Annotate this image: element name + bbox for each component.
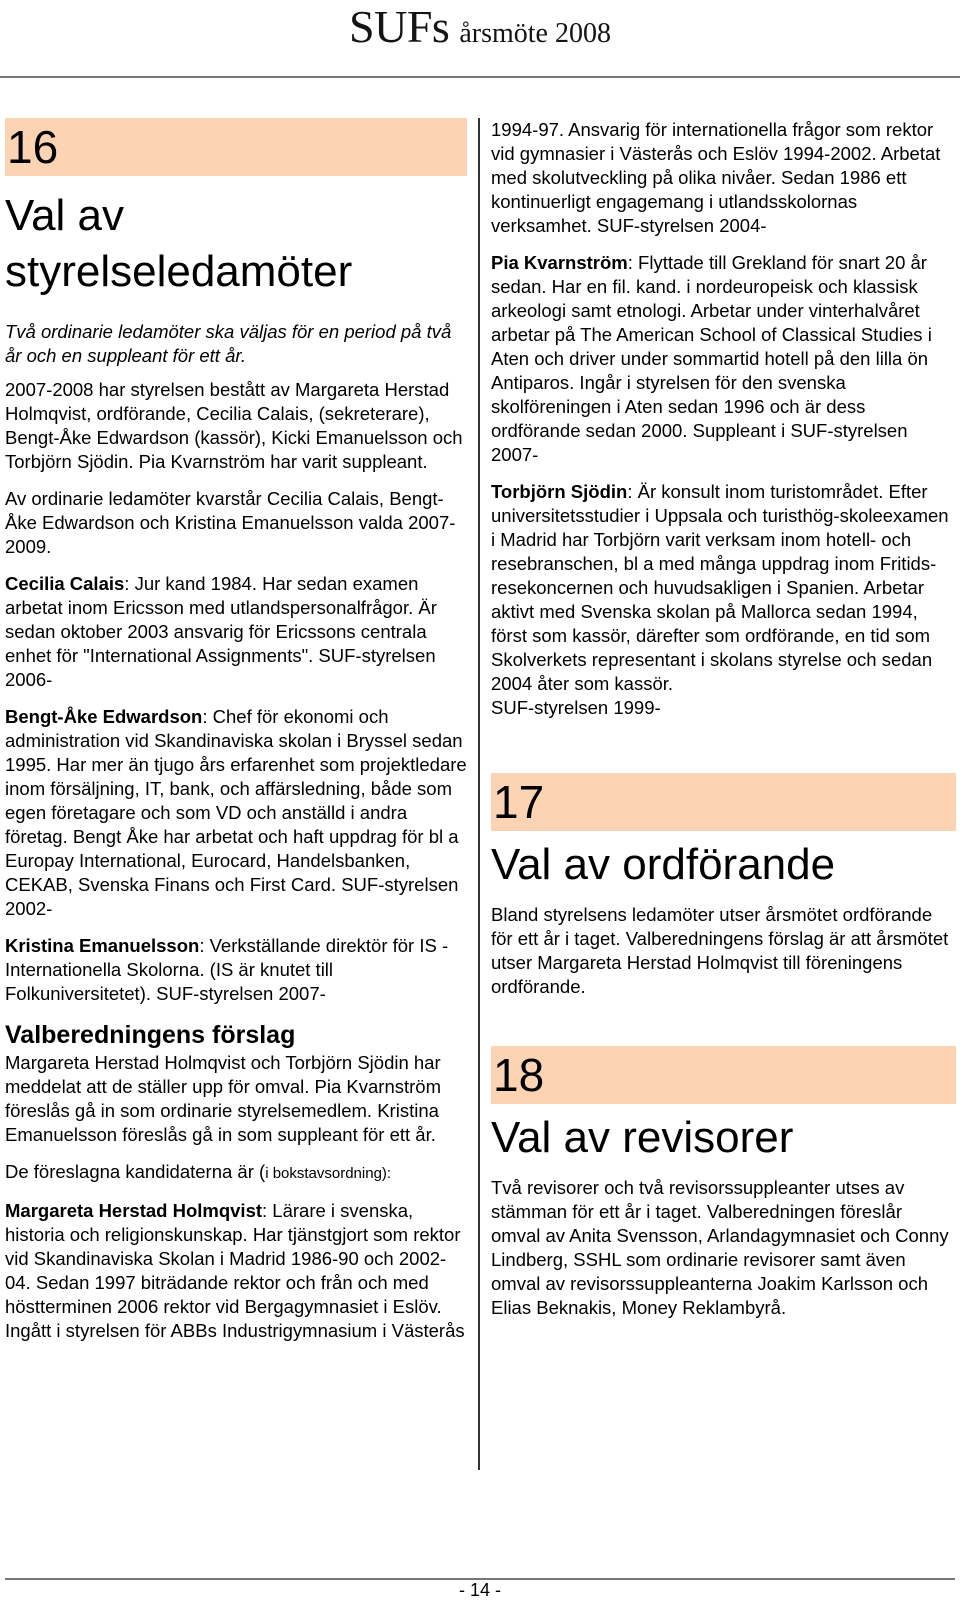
bio-text: : Flyttade till Grekland för snart 20 år sedan. Har en fil. kand. i nordeuropeisk och klassisk arkeologi samt etnologi. Arbetar under vinterhalvåret arbetar på The American School of Classical Studies i Aten och driver under sommartid hotell på den lilla ön Antiparos. Ingår i styrelsen för den svenska skolföreningen i Aten sedan 1996 och är dess ordförande sedan 2000. Suppleant i SUF-styrelsen 2007- bbox=[491, 252, 932, 465]
page-number: - 14 - bbox=[458, 1580, 501, 1600]
section-17-title: Val av ordförande bbox=[491, 840, 836, 889]
bio-text: : Chef för ekonomi och administration vid Skandinaviska skolan i Bryssel sedan 1995. Har mer än tjugo års erfarenhet som projektledare inom försäljning, IT, bank, och affärsledning, både som egen företagare och som VD och anställd i andra företag. Bengt Åke har arbetat och haft uppdrag för bl a Europay International, Eurocard, Handelsbanken, CEKAB, Svenska Finans och First Card. SUF-styrelsen 2002- bbox=[5, 706, 467, 919]
spacer bbox=[491, 733, 956, 773]
header-subtitle: årsmöte 2008 bbox=[459, 18, 611, 49]
section-17-number: 17 bbox=[491, 773, 956, 831]
candidates-note: i bokstavsordning): bbox=[265, 1165, 392, 1182]
bio-margareta bbox=[5, 1199, 468, 1343]
bio-name: Kristina Emanuelsson bbox=[5, 935, 200, 956]
nomination-text: Margareta Herstad Holmqvist och Torbjörn Sjödin har meddelat att de ställer upp för omval. Pia Kvarnström föreslås gå in som ordinarie styrelsemedlem. Kristina Emanuelsson föreslås gå in som suppleant för ett år. bbox=[5, 1052, 441, 1145]
section-18-text: Två revisorer och två revisorssuppleanter utses av stämman för ett år i taget. Valberedningen föreslår omval av Anita Svensson, Arlandagymnasiet och Conny Lindberg, SSHL som ordinarie revisorer samt även omval av revisorssuppleanterna Joakim Karlsson och Elias Beknakis, Money Reklambyrå. bbox=[491, 1177, 949, 1318]
section-16-title: Val av styrelseledamöter bbox=[5, 191, 353, 296]
candidates-lead: De föreslagna kandidaterna är ( bbox=[5, 1161, 266, 1182]
board-composition-text: 2007-2008 har styrelsen bestått av Margareta Herstad Holmqvist, ordförande, Cecilia Calais, (sekreterare), Bengt-Åke Edwardson (kassör), Kicki Emanuelsson och Torbjörn Sjödin. Pia Kvarnström har varit suppleant. bbox=[5, 379, 463, 472]
bio-text: : Verkställande direktör för IS -Internationella Skolorna. (IS är knutet till Folkuniversitetet). SUF-styrelsen 2007- bbox=[5, 935, 449, 1004]
bio-name: Cecilia Calais bbox=[5, 573, 125, 594]
bio-margareta-continued: 1994-97. Ansvarig för internationella frågor som rektor vid gymnasier i Västerås och Eslöv 1994-2002. Arbetat med skolutveckling på olika nivåer. Sedan 1986 ett kontinuerligt engagemang i utlandsskolornas verksamhet. SUF-styrelsen 2004- bbox=[491, 119, 941, 236]
bio-torbjorn-suf: SUF-styrelsen 1999- bbox=[491, 697, 661, 718]
spacer bbox=[491, 1012, 956, 1046]
bio-text: : Lärare i svenska, historia och religionskunskap. Har tjänstgjort som rektor vid Skandinaviska Skolan i Madrid 1986-90 och 2002-04. Sedan 1997 biträdande rektor och från och med höstterminen 2006 rektor vid Bergagymnasiet i Eslöv. Ingått i styrelsen för ABBs Industrigymnasium i Västerås bbox=[5, 1200, 465, 1341]
page-header bbox=[0, 0, 960, 60]
header-divider bbox=[0, 76, 960, 78]
nomination-heading: Valberedningens förslag bbox=[5, 1021, 296, 1049]
header-brand: SUFs bbox=[349, 1, 450, 52]
bio-name: Pia Kvarnström bbox=[491, 252, 628, 273]
section-17-text: Bland styrelsens ledamöter utser årsmötet ordförande för ett år i taget. Valberedningens förslag är att årsmötet utser Margareta Herstad Holmqvist till föreningens ordförande. bbox=[491, 904, 949, 997]
section-18-number: 18 bbox=[491, 1046, 956, 1104]
bio-cecilia bbox=[5, 572, 468, 692]
bio-torbjorn bbox=[491, 480, 956, 696]
bio-kristina bbox=[5, 934, 468, 1006]
section-16-intro: Två ordinarie ledamöter ska väljas för en period på två år och en suppleant för ett år. bbox=[5, 321, 452, 366]
bio-name: Bengt-Åke Edwardson bbox=[5, 706, 203, 727]
bio-text: : Är konsult inom turistområdet. Efter universitetsstudier i Uppsala och turisthög-skoleexamen i Madrid har Torbjörn varit verksam inom hotell- och resebranschen, bl a med många uppdrag inom Fritids-resekoncernen och huvudsakligen i Spanien. Arbetar aktivt med Svenska skolan på Mallorca sedan 1994, först som kassör, därefter som ordförande, en tid som Skolverkets representant i skolans styrelse och sedan 2004 åter som kassör. bbox=[491, 481, 949, 694]
candidates-intro bbox=[5, 1160, 468, 1186]
section-18-title: Val av revisorer bbox=[491, 1113, 794, 1162]
remaining-members-text: Av ordinarie ledamöter kvarstår Cecilia Calais, Bengt-Åke Edwardson och Kristina Emanuelsson valda 2007-2009. bbox=[5, 488, 456, 557]
section-16-number: 16 bbox=[5, 118, 467, 176]
column-divider bbox=[478, 118, 480, 1470]
bio-name: Margareta Herstad Holmqvist bbox=[5, 1200, 263, 1221]
bio-pia bbox=[491, 251, 956, 467]
right-column bbox=[491, 118, 956, 1333]
bio-bengt bbox=[5, 705, 468, 921]
left-column bbox=[5, 118, 468, 1356]
bio-name: Torbjörn Sjödin bbox=[491, 481, 628, 502]
bio-text: : Jur kand 1984. Har sedan examen arbetat inom Ericsson med utlandspersonalfrågor. Är sedan oktober 2003 ansvarig för Ericssons centrala enhet för "International Assignments". SUF-styrelsen 2006- bbox=[5, 573, 437, 690]
